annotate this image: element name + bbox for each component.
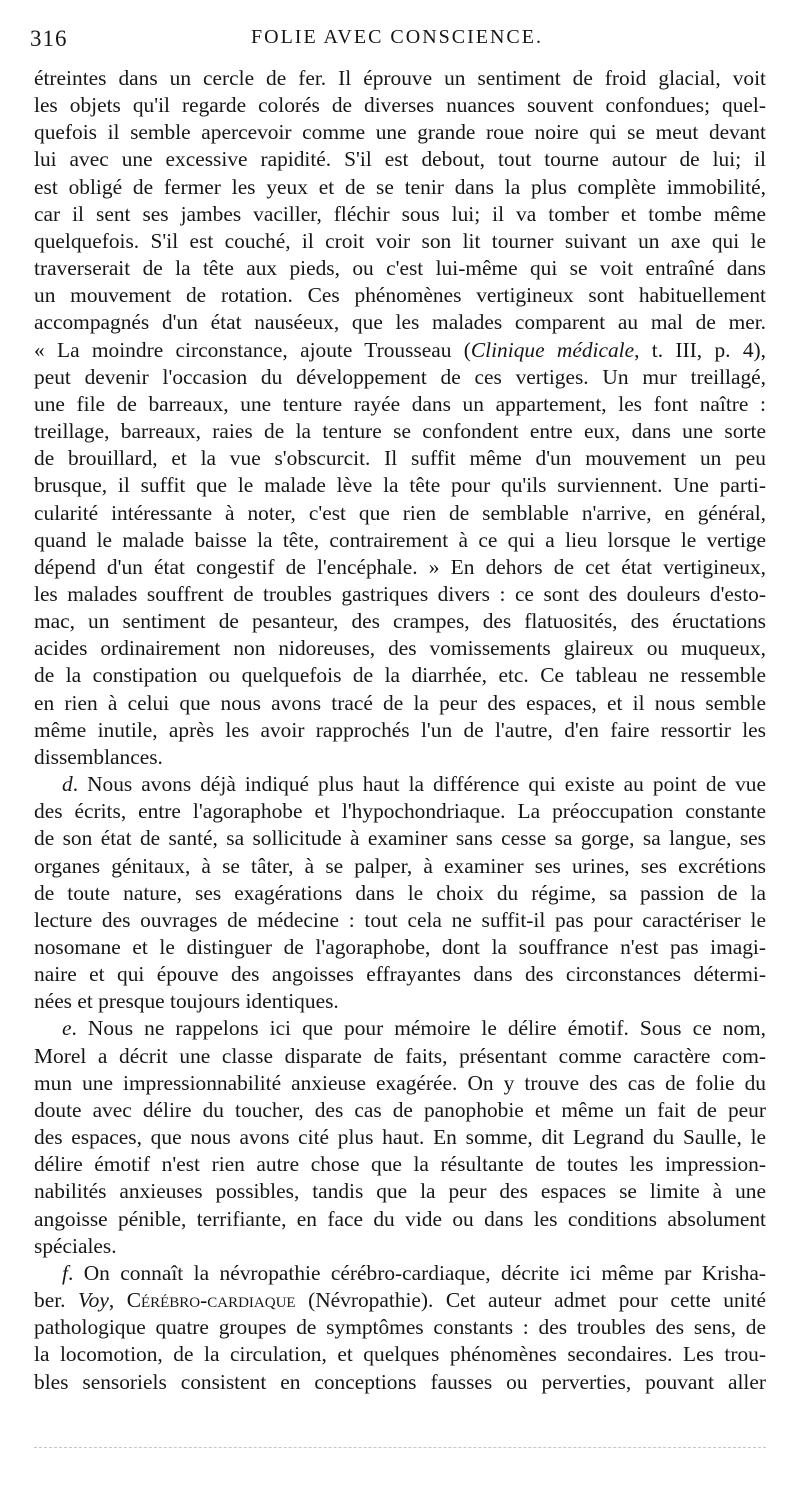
- text-line: mun une impressionnabilité anxieuse exagérée. On y trouve des cas de folie du: [34, 1070, 766, 1095]
- text-line: naire et qui épouve des angoisses effrayantes dans des circonstances détermi-: [34, 962, 766, 987]
- cross-reference-rest: (Névropathie). Cet auteur admet pour cette unité: [295, 1288, 767, 1313]
- cross-reference-line: [34, 1287, 766, 1314]
- text-line: une file de barreaux, une tenture rayée dans un appartement, les font naître :: [34, 391, 766, 416]
- text-line: nosomane et le distinguer de l'agoraphobe, dont la souffrance n'est pas imagi-: [34, 935, 766, 959]
- text-line-last: nées et presque toujours identiques.: [34, 989, 339, 1014]
- cross-reference-entry: Cérébro-cardiaque: [126, 1288, 296, 1313]
- section-d-opening: [34, 771, 766, 798]
- page-header: [30, 26, 764, 60]
- text-line: lui avec une excessive rapidité. S'il est debout, tout tourne autour de lui; il: [34, 147, 766, 172]
- cross-reference-prefix: ber.: [34, 1288, 78, 1313]
- text-line: acides ordinairement non nidoreuses, des vomissements glaireux ou muqueux,: [34, 636, 766, 661]
- text-line: étreintes dans un cercle de fer. Il éprouve un sentiment de froid glacial, voit: [34, 66, 766, 90]
- bottom-divider: [34, 1447, 766, 1448]
- section-letter-f: f: [62, 1260, 68, 1285]
- text-line: en rien à celui que nous avons tracé de la peur des espaces, et il nous semble: [34, 690, 766, 715]
- body-text: [34, 65, 766, 1396]
- text-line: les malades souffrent de troubles gastriques divers : ce sont des douleurs d'esto-: [34, 581, 766, 606]
- section-e-opening: [34, 1015, 766, 1042]
- text-line: un mouvement de rotation. Ces phénomènes vertigineux sont habituellement: [34, 283, 766, 308]
- text-line: est obligé de fermer les yeux et de se tenir dans la plus complète immobilité,: [34, 174, 766, 199]
- text-line: quand le malade baisse la tête, contrairement à ce qui a lieu lorsque le vertige: [34, 527, 766, 552]
- text-line: des espaces, que nous avons cité plus haut. En somme, dit Legrand du Saulle, le: [34, 1125, 766, 1150]
- text-line: la locomotion, de la circulation, et quelques phénomènes secondaires. Les trou-: [34, 1342, 766, 1367]
- section-e-text: . Nous ne rappelons ici que pour mémoire le délire émotif. Sous ce nom,: [71, 1016, 766, 1041]
- section-letter-d: d: [62, 772, 73, 797]
- text-line: treillage, barreaux, raies de la tenture se confondent entre eux, dans une sorte: [34, 419, 766, 444]
- text-line: de brouillard, et la vue s'obscurcit. Il suffit même d'un mouvement un peu: [34, 446, 766, 471]
- text-line: quelquefois. S'il est couché, il croit voir son lit tourner suivant un axe qui le: [34, 228, 766, 253]
- section-f-text: . On connaît la névropathie cérébro-cardiaque, décrite ici même par Krisha-: [67, 1260, 766, 1285]
- cited-work-title: Clinique médicale: [470, 337, 635, 362]
- paragraph-vertigo: [34, 65, 766, 771]
- text-line: bles sensoriels consistent en conceptions fausses ou perverties, pouvant aller: [34, 1369, 766, 1394]
- text-line: organes génitaux, à se tâter, à se palper, à examiner ses urines, ses excrétions: [34, 853, 766, 878]
- text-line: cularité intéressante à noter, c'est que rien de semblable n'arrive, en général,: [34, 500, 766, 525]
- text-line: traverserait de la tête aux pieds, ou c'est lui-même qui se voit entraîné dans: [34, 256, 766, 281]
- text-line-last: dissemblances.: [34, 744, 163, 769]
- quote-reference: , t. III, p. 4),: [634, 337, 766, 362]
- paragraph-f-neuropathy: [34, 1260, 766, 1396]
- section-f-opening: [34, 1260, 766, 1287]
- text-line: lecture des ouvrages de médecine : tout cela ne suffit-il pas pour caractériser le: [34, 907, 766, 932]
- text-line: de son état de santé, sa sollicitude à examiner sans cesse sa gorge, sa langue, ses: [34, 826, 766, 851]
- text-line: des écrits, entre l'agoraphobe et l'hypochondriaque. La préoccupation constante: [34, 799, 766, 824]
- text-line: doute avec délire du toucher, des cas de panophobie et même un fait de peur: [34, 1097, 766, 1122]
- cross-reference-voy: Voy: [77, 1288, 109, 1313]
- text-line: accompagnés d'un état nauséeux, que les malades comparent au mal de mer.: [34, 310, 766, 335]
- text-line: de toute nature, ses exagérations dans le choix du régime, sa passion de la: [34, 880, 766, 905]
- paragraph-e-emotive-delirium: [34, 1015, 766, 1259]
- text-line: car il sent ses jambes vaciller, fléchir sous lui; il va tomber et tombe même: [34, 201, 766, 226]
- quote-open-text: « La moindre circonstance, ajoute Trousseau (: [34, 337, 471, 362]
- text-line: les objets qu'il regarde colorés de diverses nuances souvent confondues; quel-: [34, 93, 766, 118]
- text-line: peut devenir l'occasion du développement de ces vertiges. Un mur treillagé,: [34, 364, 766, 389]
- text-line: même inutile, après les avoir rapprochés l'un de l'autre, d'en faire ressortir les: [34, 717, 766, 742]
- text-line: dépend d'un état congestif de l'encéphale. » En dehors de cet état vertigineux,: [34, 554, 766, 579]
- section-letter-e: e: [62, 1016, 72, 1041]
- section-d-text: . Nous avons déjà indiqué plus haut la différence qui existe au point de vue: [72, 772, 766, 797]
- text-line: mac, un sentiment de pesanteur, des crampes, des flatuosités, des éructations: [34, 609, 766, 634]
- text-line-last: spéciales.: [34, 1233, 117, 1258]
- text-line: brusque, il suffit que le malade lève la tête pour qu'ils surviennent. Une parti-: [34, 473, 766, 498]
- text-line: angoisse pénible, terrifiante, en face du vide ou dans les conditions absolument: [34, 1206, 766, 1231]
- text-line: de la constipation ou quelquefois de la diarrhée, etc. Ce tableau ne ressemble: [34, 663, 766, 688]
- page-number: 316: [30, 26, 68, 51]
- text-line: Morel a décrit une classe disparate de faits, présentant comme caractère com-: [34, 1043, 766, 1068]
- text-line: délire émotif n'est rien autre chose que la résultante de toutes les impression-: [34, 1152, 766, 1177]
- text-line: quefois il semble apercevoir comme une grande roue noire qui se meut devant: [34, 120, 766, 145]
- paragraph-d-hypochondria: [34, 771, 766, 1015]
- text-line: nabilités anxieuses possibles, tandis que la peur des espaces se limite à une: [34, 1179, 766, 1204]
- quote-line: [34, 337, 766, 364]
- text-line: pathologique quatre groupes de symptômes constants : des troubles des sens, de: [34, 1315, 766, 1340]
- cross-reference-comma: ,: [108, 1288, 127, 1313]
- running-title: FOLIE AVEC CONSCIENCE.: [251, 26, 543, 48]
